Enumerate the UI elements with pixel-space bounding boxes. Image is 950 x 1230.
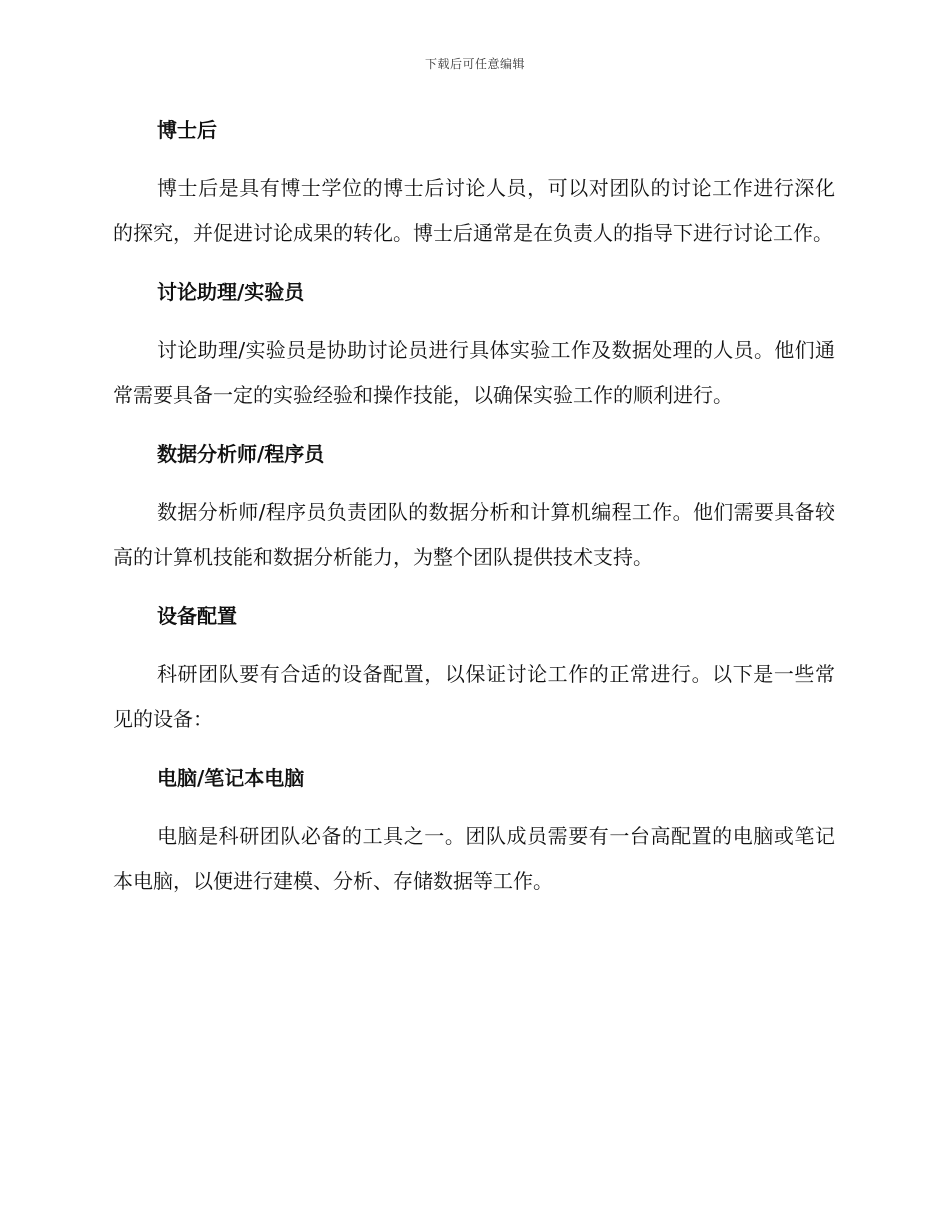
header-note: 下载后可任意编辑: [424, 57, 525, 71]
document-body: [113, 108, 835, 918]
section-heading-data-analyst: 数据分析师/程序员: [157, 442, 325, 466]
section-heading-computer: 电脑/笔记本电脑: [157, 766, 305, 790]
paragraph-research-assistant: 讨论助理/实验员是协助讨论员进行具体实验工作及数据处理的人员。他们通常需要具备一定的实验经验和操作技能，以确保实验工作的顺利进行。: [113, 338, 835, 407]
paragraph-postdoc: 博士后是具有博士学位的博士后讨论人员，可以对团队的讨论工作进行深化的探究，并促进讨论成果的转化。博士后通常是在负责人的指导下进行讨论工作。: [113, 176, 835, 245]
paragraph-data-analyst: 数据分析师/程序员负责团队的数据分析和计算机编程工作。他们需要具备较高的计算机技能和数据分析能力，为整个团队提供技术支持。: [113, 500, 835, 569]
paragraph-equipment: 科研团队要有合适的设备配置，以保证讨论工作的正常进行。以下是一些常见的设备：: [113, 662, 835, 731]
section-heading-postdoc: 博士后: [157, 118, 217, 142]
paragraph-computer: 电脑是科研团队必备的工具之一。团队成员需要有一台高配置的电脑或笔记本电脑，以便进行建模、分析、存储数据等工作。: [113, 824, 835, 893]
section-heading-equipment: 设备配置: [157, 604, 237, 628]
section-heading-research-assistant: 讨论助理/实验员: [157, 280, 305, 304]
